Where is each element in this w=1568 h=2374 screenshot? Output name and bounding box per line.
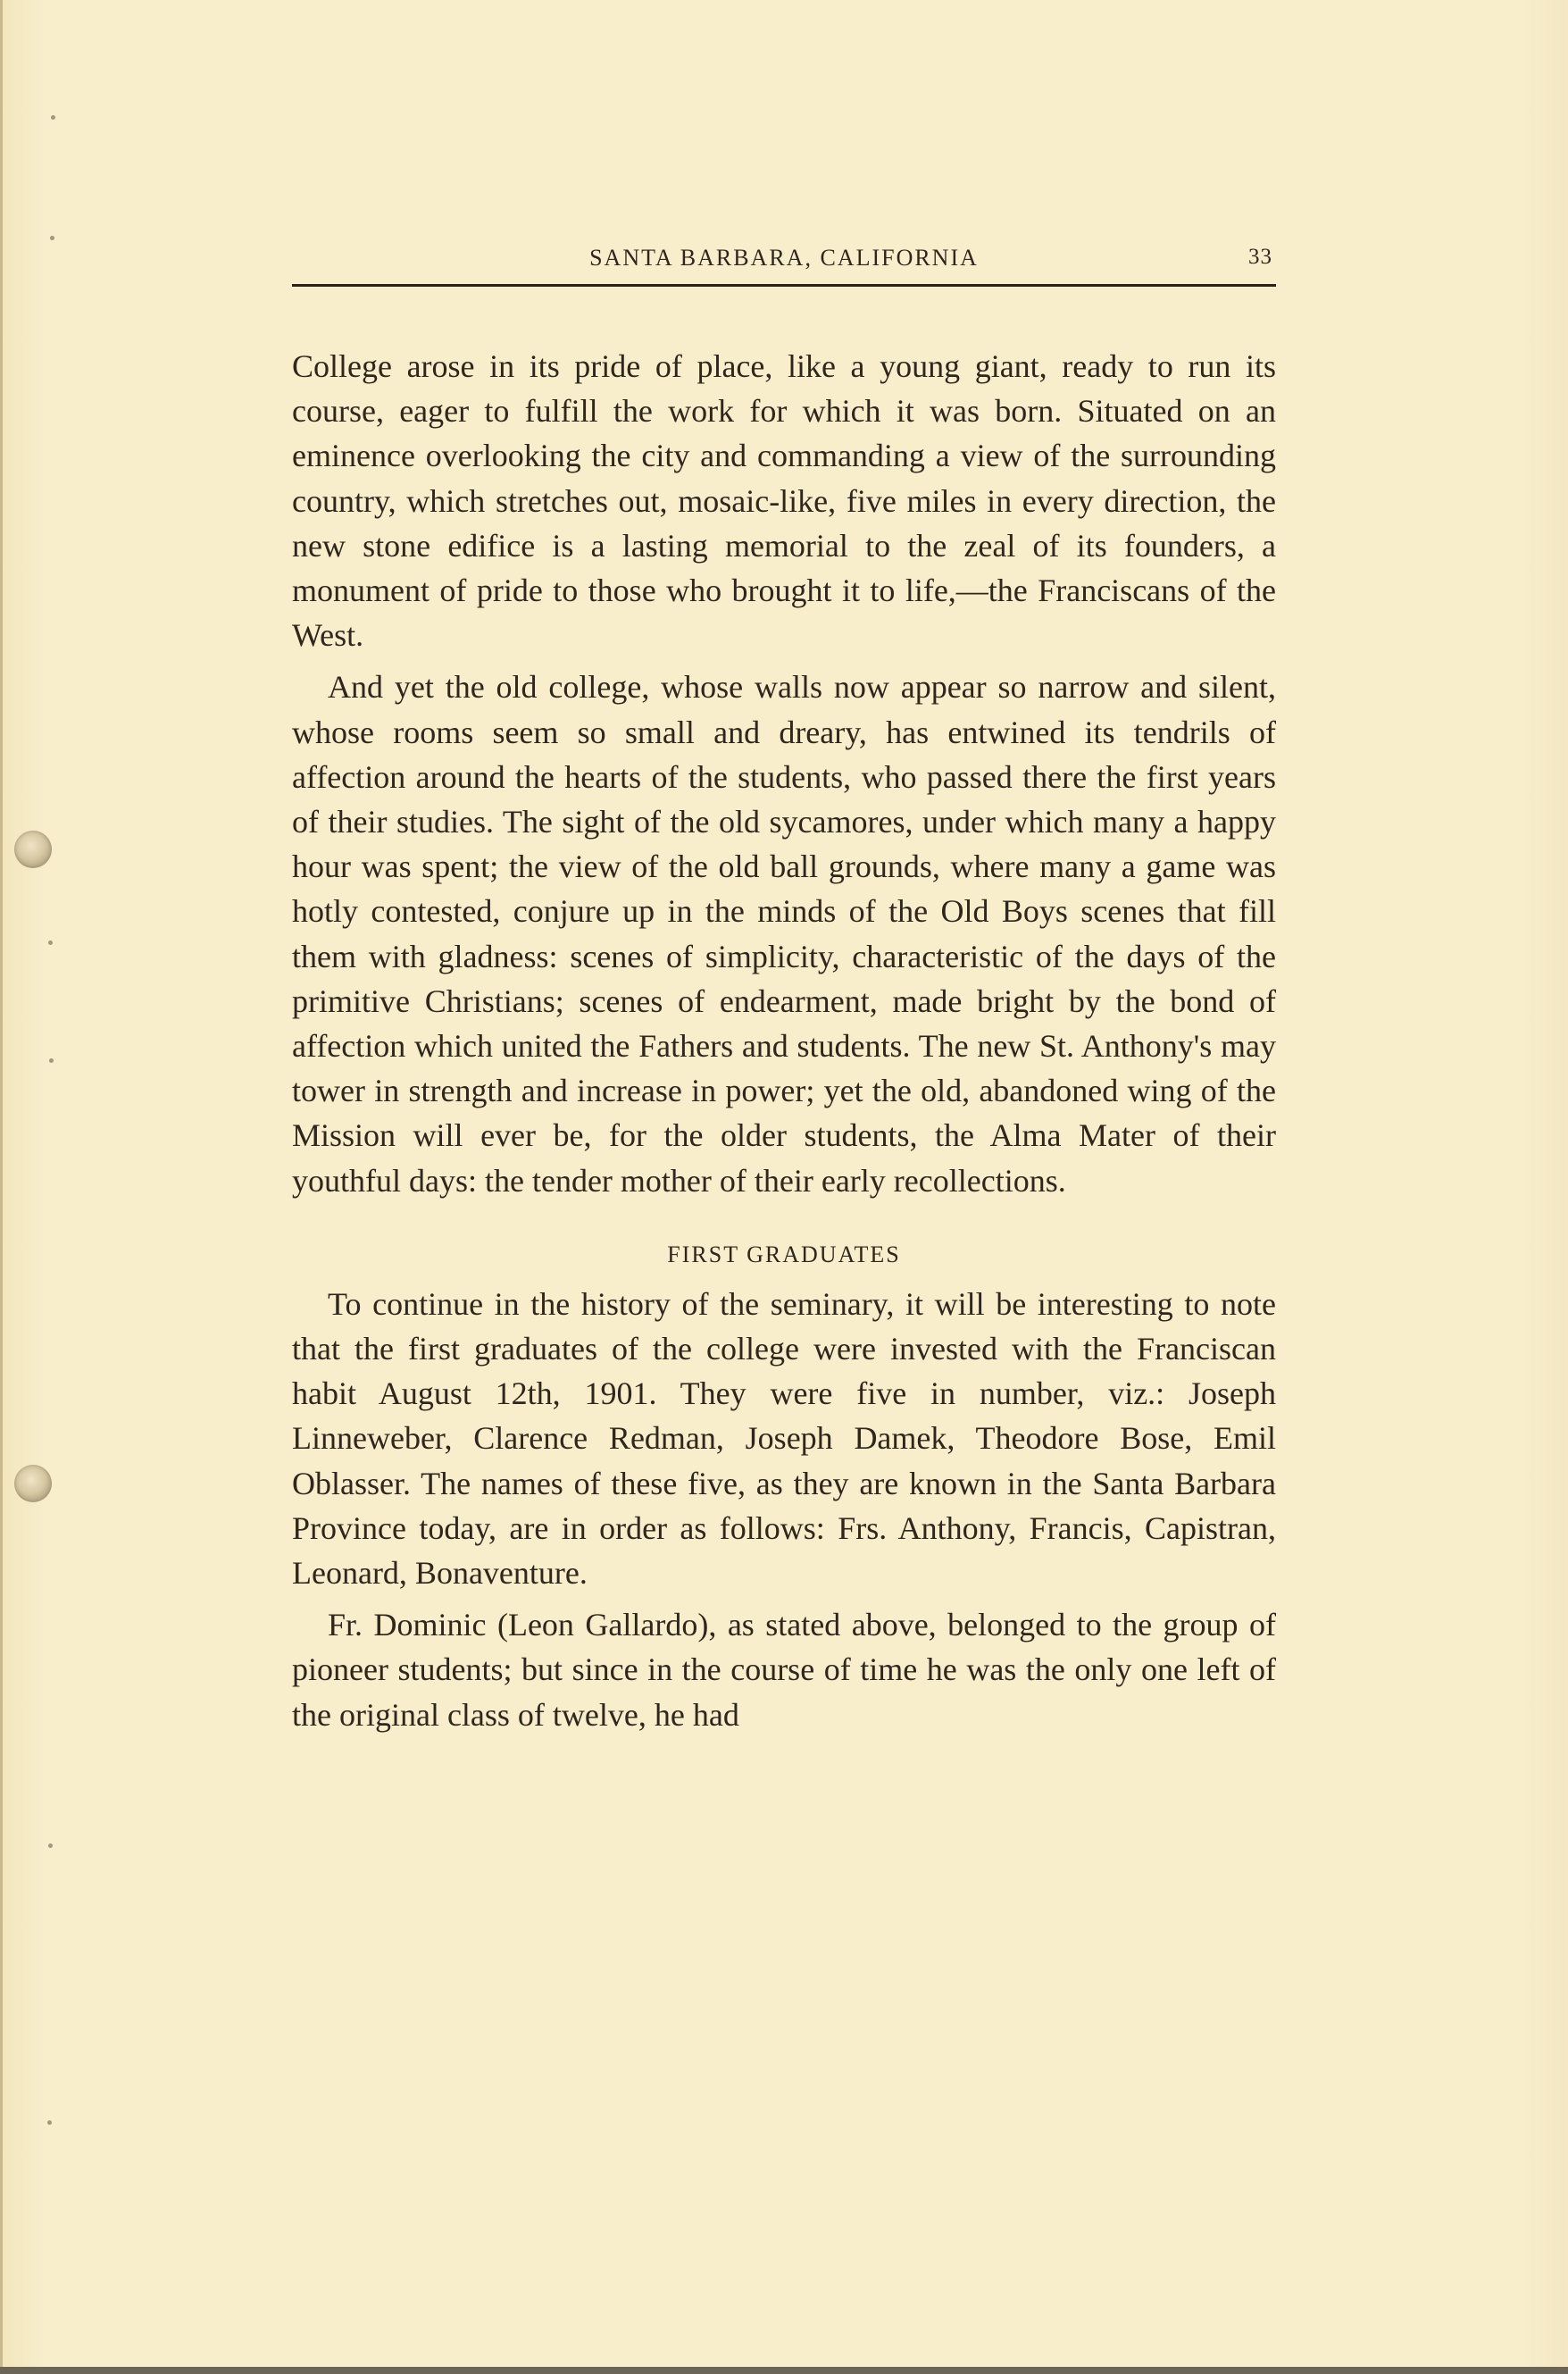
page-number: 33: [1248, 245, 1272, 269]
binding-hole-top: [14, 831, 52, 868]
paragraph-first-graduates: To continue in the history of the seminary, it will be interesting to note that the first graduates of the college were invested with the Franciscan habit August 12th, 1901. They were five in number, viz.: Joseph Linneweber, Clarence Redman, Joseph Damek, Theodore Bose, Emil Oblasser. The names of these five, as they are known in the Santa Barbara Province today, are in order as follows: Frs. Anthony, Francis, Capistran, Leonard, Bonaventure.: [292, 1285, 1276, 1592]
paper-speck: [47, 2120, 52, 2125]
paper-speck: [48, 940, 53, 945]
page-body: [292, 344, 1276, 1737]
running-title: SANTA BARBARA, CALIFORNIA: [589, 245, 979, 271]
running-header: [292, 243, 1276, 284]
section-heading: FIRST GRADUATES: [667, 1241, 901, 1267]
paper-speck: [50, 236, 54, 240]
paper-speck: [51, 115, 55, 120]
paragraph-fr-dominic: Fr. Dominic (Leon Gallardo), as stated above, belonged to the group of pioneer students; but since in the course of time he was the only one left of the original class of twelve, he had: [292, 1607, 1276, 1733]
binding-hole-bottom: [14, 1465, 52, 1502]
header-rule: [292, 284, 1276, 287]
paragraph-college-arose: College arose in its pride of place, like a young giant, ready to run its course, eager to fulfill the work for which it was born. Situated on an eminence overlooking the city and commanding a view of the surrounding country, which stretches out, mosaic-like, five miles in every direction, the new stone edifice is a lasting memorial to the zeal of its founders, a monument of pride to those who brought it to life,—the Franciscans of the West.: [292, 348, 1276, 654]
page-bottom-edge: [0, 2367, 1568, 2374]
paragraph-old-college: And yet the old college, whose walls now appear so narrow and silent, whose rooms seem so small and dreary, has entwined its tendrils of affection around the hearts of the students, who passed there the first years of their studies. The sight of the old sycamores, under which many a happy hour was spent; the view of the old ball grounds, where many a game was hotly contested, conjure up in the minds of the Old Boys scenes that fill them with gladness: scenes of simplicity, characteristic of the days of the primitive Christians; scenes of endearment, made bright by the bond of affection which united the Fathers and students. The new St. Anthony's may tower in strength and increase in power; yet the old, abandoned wing of the Mission will ever be, for the older students, the Alma Mater of their youthful days: the tender mother of their early recollections.: [292, 669, 1276, 1199]
page-left-edge: [0, 0, 3, 2374]
paper-speck: [49, 1058, 54, 1063]
paper-speck: [48, 1843, 53, 1848]
